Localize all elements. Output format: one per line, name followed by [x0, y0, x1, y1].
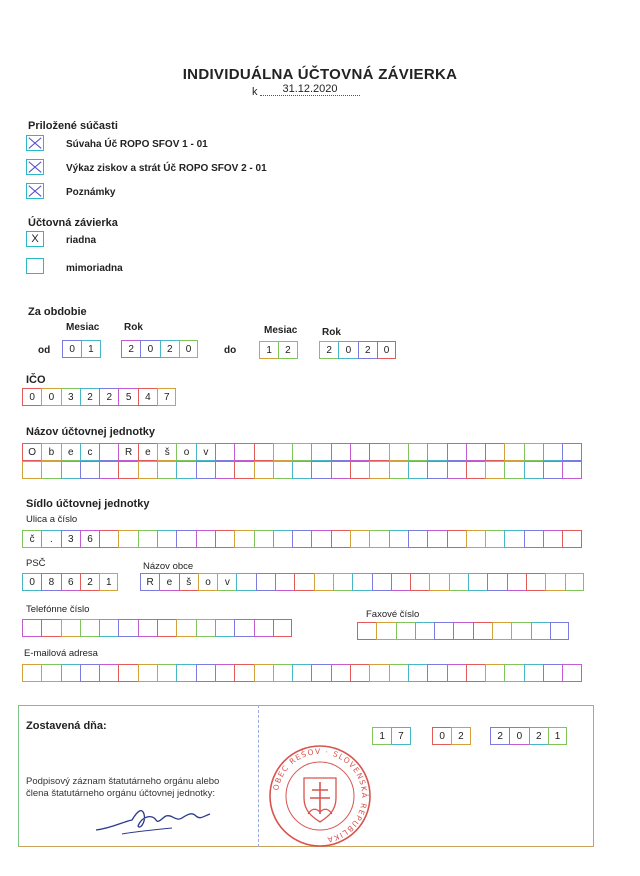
char-cell: v [196, 443, 215, 461]
statement-type-label: mimoriadna [66, 263, 123, 274]
from-label: od [38, 345, 51, 356]
char-cell [427, 664, 446, 682]
char-cell [427, 461, 446, 479]
char-cell [215, 530, 234, 548]
char-cell [99, 443, 118, 461]
char-cell [369, 664, 388, 682]
char-cell [331, 461, 350, 479]
ico-label: IČO [26, 374, 46, 386]
city-label: Názov obce [143, 561, 194, 572]
char-cell [22, 619, 41, 637]
digit-cell: 5 [118, 388, 137, 406]
char-cell [396, 622, 415, 640]
char-cell [447, 461, 466, 479]
char-cell [292, 664, 311, 682]
char-cell [196, 619, 215, 637]
char-cell [565, 573, 584, 591]
char-cell [434, 622, 453, 640]
statement-type-heading: Účtovná závierka [28, 217, 118, 229]
char-cell [447, 664, 466, 682]
check-x-icon [27, 160, 43, 174]
char-cell [41, 461, 60, 479]
psc-field[interactable] [22, 573, 118, 591]
psc-label: PSČ [26, 558, 46, 569]
char-cell [273, 443, 292, 461]
char-cell [350, 461, 369, 479]
char-cell [357, 622, 376, 640]
digit-cell: 1 [548, 727, 567, 745]
char-cell [372, 573, 391, 591]
char-cell [468, 573, 487, 591]
char-cell [215, 461, 234, 479]
unit-name-row-1[interactable] [22, 443, 582, 461]
char-cell [350, 530, 369, 548]
char-cell [254, 664, 273, 682]
char-cell [80, 461, 99, 479]
char-cell [466, 461, 485, 479]
char-cell: č [22, 530, 41, 548]
char-cell [61, 664, 80, 682]
digit-cell: 0 [41, 388, 60, 406]
char-cell: 1 [99, 573, 118, 591]
char-cell [215, 664, 234, 682]
digit-cell: 0 [62, 340, 81, 358]
char-cell [234, 664, 253, 682]
to-month-label: Mesiac [264, 325, 298, 336]
char-cell [41, 619, 60, 637]
char-cell [176, 619, 195, 637]
char-cell [157, 530, 176, 548]
char-cell [138, 530, 157, 548]
digit-cell: 2 [451, 727, 470, 745]
char-cell: 6 [80, 530, 99, 548]
char-cell [61, 619, 80, 637]
attachment-label: Výkaz ziskov a strát Úč ROPO SFOV 2 - 01 [66, 163, 267, 174]
signature-label-line-2: člena štatutárneho orgánu účtovnej jednotky: [26, 788, 216, 799]
char-cell [531, 622, 550, 640]
from-month-label: Mesiac [66, 322, 100, 333]
digit-cell: 0 [377, 341, 396, 359]
check-x-icon [27, 184, 43, 198]
char-cell [389, 530, 408, 548]
char-cell: e [61, 443, 80, 461]
handwritten-signature [92, 800, 222, 840]
phone-field[interactable] [22, 619, 292, 637]
period-heading: Za obdobie [28, 306, 87, 318]
char-cell [427, 443, 446, 461]
char-cell [485, 443, 504, 461]
char-cell: š [157, 443, 176, 461]
digit-cell: 0 [22, 388, 41, 406]
compiled-label: Zostavená dňa: [26, 720, 107, 732]
char-cell [543, 443, 562, 461]
char-cell [254, 443, 273, 461]
unit-name-row-2[interactable] [22, 461, 582, 479]
char-cell [408, 664, 427, 682]
char-cell [408, 443, 427, 461]
char-cell: o [198, 573, 217, 591]
digit-cell: 0 [432, 727, 451, 745]
char-cell [408, 530, 427, 548]
digit-cell: 2 [160, 340, 179, 358]
digit-cell: 0 [338, 341, 357, 359]
char-cell [389, 664, 408, 682]
char-cell [61, 461, 80, 479]
compiled-year-field[interactable] [490, 727, 567, 745]
digit-cell: 2 [319, 341, 338, 359]
char-cell [507, 573, 526, 591]
char-cell [543, 461, 562, 479]
char-cell [118, 619, 137, 637]
statement-type-label: riadna [66, 235, 97, 246]
char-cell [352, 573, 371, 591]
char-cell: b [41, 443, 60, 461]
char-cell [466, 664, 485, 682]
char-cell [391, 573, 410, 591]
char-cell [311, 530, 330, 548]
char-cell: 8 [41, 573, 60, 591]
attachment-checkbox-profit-loss[interactable] [26, 159, 44, 175]
char-cell [99, 664, 118, 682]
char-cell: 0 [22, 573, 41, 591]
char-cell [254, 619, 273, 637]
char-cell [273, 619, 292, 637]
date-prefix: k [252, 86, 258, 98]
char-cell [524, 461, 543, 479]
to-label: do [224, 345, 237, 356]
to-year-label: Rok [322, 327, 341, 338]
attachment-label: Súvaha Úč ROPO SFOV 1 - 01 [66, 139, 208, 150]
char-cell [80, 664, 99, 682]
char-cell [273, 530, 292, 548]
char-cell [311, 664, 330, 682]
char-cell [157, 619, 176, 637]
phone-label: Telefónne číslo [26, 604, 90, 615]
char-cell [157, 461, 176, 479]
char-cell [369, 530, 388, 548]
char-cell [234, 443, 253, 461]
char-cell [314, 573, 333, 591]
char-cell [389, 443, 408, 461]
digit-cell: 0 [179, 340, 198, 358]
unit-name-label: Názov účtovnej jednotky [26, 426, 155, 438]
char-cell [543, 530, 562, 548]
char-cell [415, 622, 434, 640]
char-cell [196, 664, 215, 682]
attachments-heading: Priložené súčasti [28, 120, 118, 132]
char-cell [311, 443, 330, 461]
digit-cell: 7 [157, 388, 176, 406]
char-cell [331, 530, 350, 548]
digit-cell: 2 [99, 388, 118, 406]
address-heading: Sídlo účtovnej jednotky [26, 498, 150, 510]
char-cell [485, 664, 504, 682]
char-cell [176, 530, 195, 548]
fax-label: Faxové číslo [366, 609, 420, 620]
check-x-icon [27, 136, 43, 150]
char-cell [427, 530, 446, 548]
char-cell [99, 461, 118, 479]
char-cell [408, 461, 427, 479]
char-cell [22, 461, 41, 479]
svg-text:OBEC REŠOV · SLOVENSKÁ REPUBLI: OBEC REŠOV · SLOVENSKÁ REPUBLIKA [271, 746, 370, 845]
digit-cell: 2 [358, 341, 377, 359]
digit-cell: 0 [140, 340, 159, 358]
char-cell [562, 461, 581, 479]
char-cell [234, 461, 253, 479]
char-cell [526, 573, 545, 591]
char-cell [453, 622, 472, 640]
char-cell [350, 443, 369, 461]
char-cell [524, 443, 543, 461]
char-cell [376, 622, 395, 640]
char-cell: o [176, 443, 195, 461]
ico-field[interactable] [22, 388, 176, 406]
digit-cell: 2 [121, 340, 140, 358]
char-cell [466, 530, 485, 548]
statement-type-extraordinary-checkbox[interactable] [26, 258, 44, 274]
char-cell [273, 664, 292, 682]
char-cell [543, 664, 562, 682]
char-cell: 6 [61, 573, 80, 591]
char-cell [176, 461, 195, 479]
signature-label-line-1: Podpisový záznam štatutárneho orgánu alebo [26, 776, 220, 787]
char-cell [99, 619, 118, 637]
char-cell: . [41, 530, 60, 548]
char-cell [562, 443, 581, 461]
char-cell [292, 461, 311, 479]
char-cell [292, 530, 311, 548]
char-cell [504, 443, 523, 461]
char-cell [473, 622, 492, 640]
digit-cell: 7 [391, 727, 410, 745]
char-cell [80, 619, 99, 637]
char-cell [562, 530, 581, 548]
char-cell: v [217, 573, 236, 591]
char-cell [485, 461, 504, 479]
char-cell [369, 461, 388, 479]
street-label: Ulica a číslo [26, 514, 78, 525]
char-cell [331, 664, 350, 682]
char-cell [196, 530, 215, 548]
char-cell [273, 461, 292, 479]
char-cell [157, 664, 176, 682]
char-cell: R [140, 573, 159, 591]
compiled-day-field[interactable] [372, 727, 411, 745]
statement-date: 31.12.2020 [260, 83, 360, 96]
char-cell [369, 443, 388, 461]
char-cell [99, 530, 118, 548]
char-cell [504, 530, 523, 548]
document-title: INDIVIDUÁLNA ÚČTOVNÁ ZÁVIERKA [182, 66, 458, 83]
char-cell [492, 622, 511, 640]
from-year-field[interactable] [121, 340, 198, 358]
char-cell [138, 664, 157, 682]
char-cell: 3 [61, 530, 80, 548]
char-cell: š [179, 573, 198, 591]
char-cell [118, 664, 137, 682]
char-cell [176, 664, 195, 682]
char-cell [256, 573, 275, 591]
char-cell [410, 573, 429, 591]
char-cell [311, 461, 330, 479]
char-cell [292, 443, 311, 461]
digit-cell: 1 [81, 340, 100, 358]
char-cell: e [138, 443, 157, 461]
char-cell [504, 461, 523, 479]
char-cell [138, 619, 157, 637]
char-cell [487, 573, 506, 591]
char-cell [350, 664, 369, 682]
char-cell [333, 573, 352, 591]
digit-cell: 2 [529, 727, 548, 745]
compiled-month-field[interactable] [432, 727, 471, 745]
email-label: E-mailová adresa [24, 648, 98, 659]
char-cell [234, 530, 253, 548]
email-field[interactable] [22, 664, 582, 682]
statement-type-regular-checkbox[interactable]: X [26, 231, 44, 247]
attachment-label: Poznámky [66, 187, 116, 198]
to-year-field[interactable] [319, 341, 396, 359]
char-cell: O [22, 443, 41, 461]
from-year-label: Rok [124, 322, 143, 333]
char-cell [138, 461, 157, 479]
to-month-field[interactable] [259, 341, 298, 359]
char-cell [196, 461, 215, 479]
digit-cell: 0 [509, 727, 528, 745]
fax-field[interactable] [357, 622, 569, 640]
char-cell [41, 664, 60, 682]
from-month-field[interactable] [62, 340, 101, 358]
attachment-checkbox-balance[interactable] [26, 135, 44, 151]
char-cell [22, 664, 41, 682]
char-cell [562, 664, 581, 682]
char-cell: R [118, 443, 137, 461]
char-cell: e [159, 573, 178, 591]
char-cell [524, 530, 543, 548]
char-cell [511, 622, 530, 640]
char-cell [118, 461, 137, 479]
digit-cell: 2 [80, 388, 99, 406]
char-cell [254, 530, 273, 548]
char-cell [215, 443, 234, 461]
digit-cell: 4 [138, 388, 157, 406]
char-cell [485, 530, 504, 548]
digit-cell: 1 [372, 727, 391, 745]
char-cell [449, 573, 468, 591]
char-cell [447, 443, 466, 461]
char-cell [524, 664, 543, 682]
street-field[interactable] [22, 530, 582, 548]
char-cell [118, 530, 137, 548]
digit-cell: 3 [61, 388, 80, 406]
char-cell [215, 619, 234, 637]
digit-cell: 1 [259, 341, 278, 359]
char-cell [466, 443, 485, 461]
char-cell [389, 461, 408, 479]
digit-cell: 2 [278, 341, 297, 359]
char-cell [236, 573, 255, 591]
attachment-checkbox-notes[interactable] [26, 183, 44, 199]
char-cell [234, 619, 253, 637]
digit-cell: 2 [490, 727, 509, 745]
char-cell: 2 [80, 573, 99, 591]
char-cell [447, 530, 466, 548]
char-cell [331, 443, 350, 461]
char-cell [254, 461, 273, 479]
char-cell [545, 573, 564, 591]
char-cell [504, 664, 523, 682]
char-cell [550, 622, 569, 640]
char-cell [294, 573, 313, 591]
city-field[interactable] [140, 573, 584, 591]
official-stamp-icon [266, 742, 374, 850]
char-cell [429, 573, 448, 591]
section-divider [258, 705, 259, 847]
char-cell [275, 573, 294, 591]
char-cell: c [80, 443, 99, 461]
